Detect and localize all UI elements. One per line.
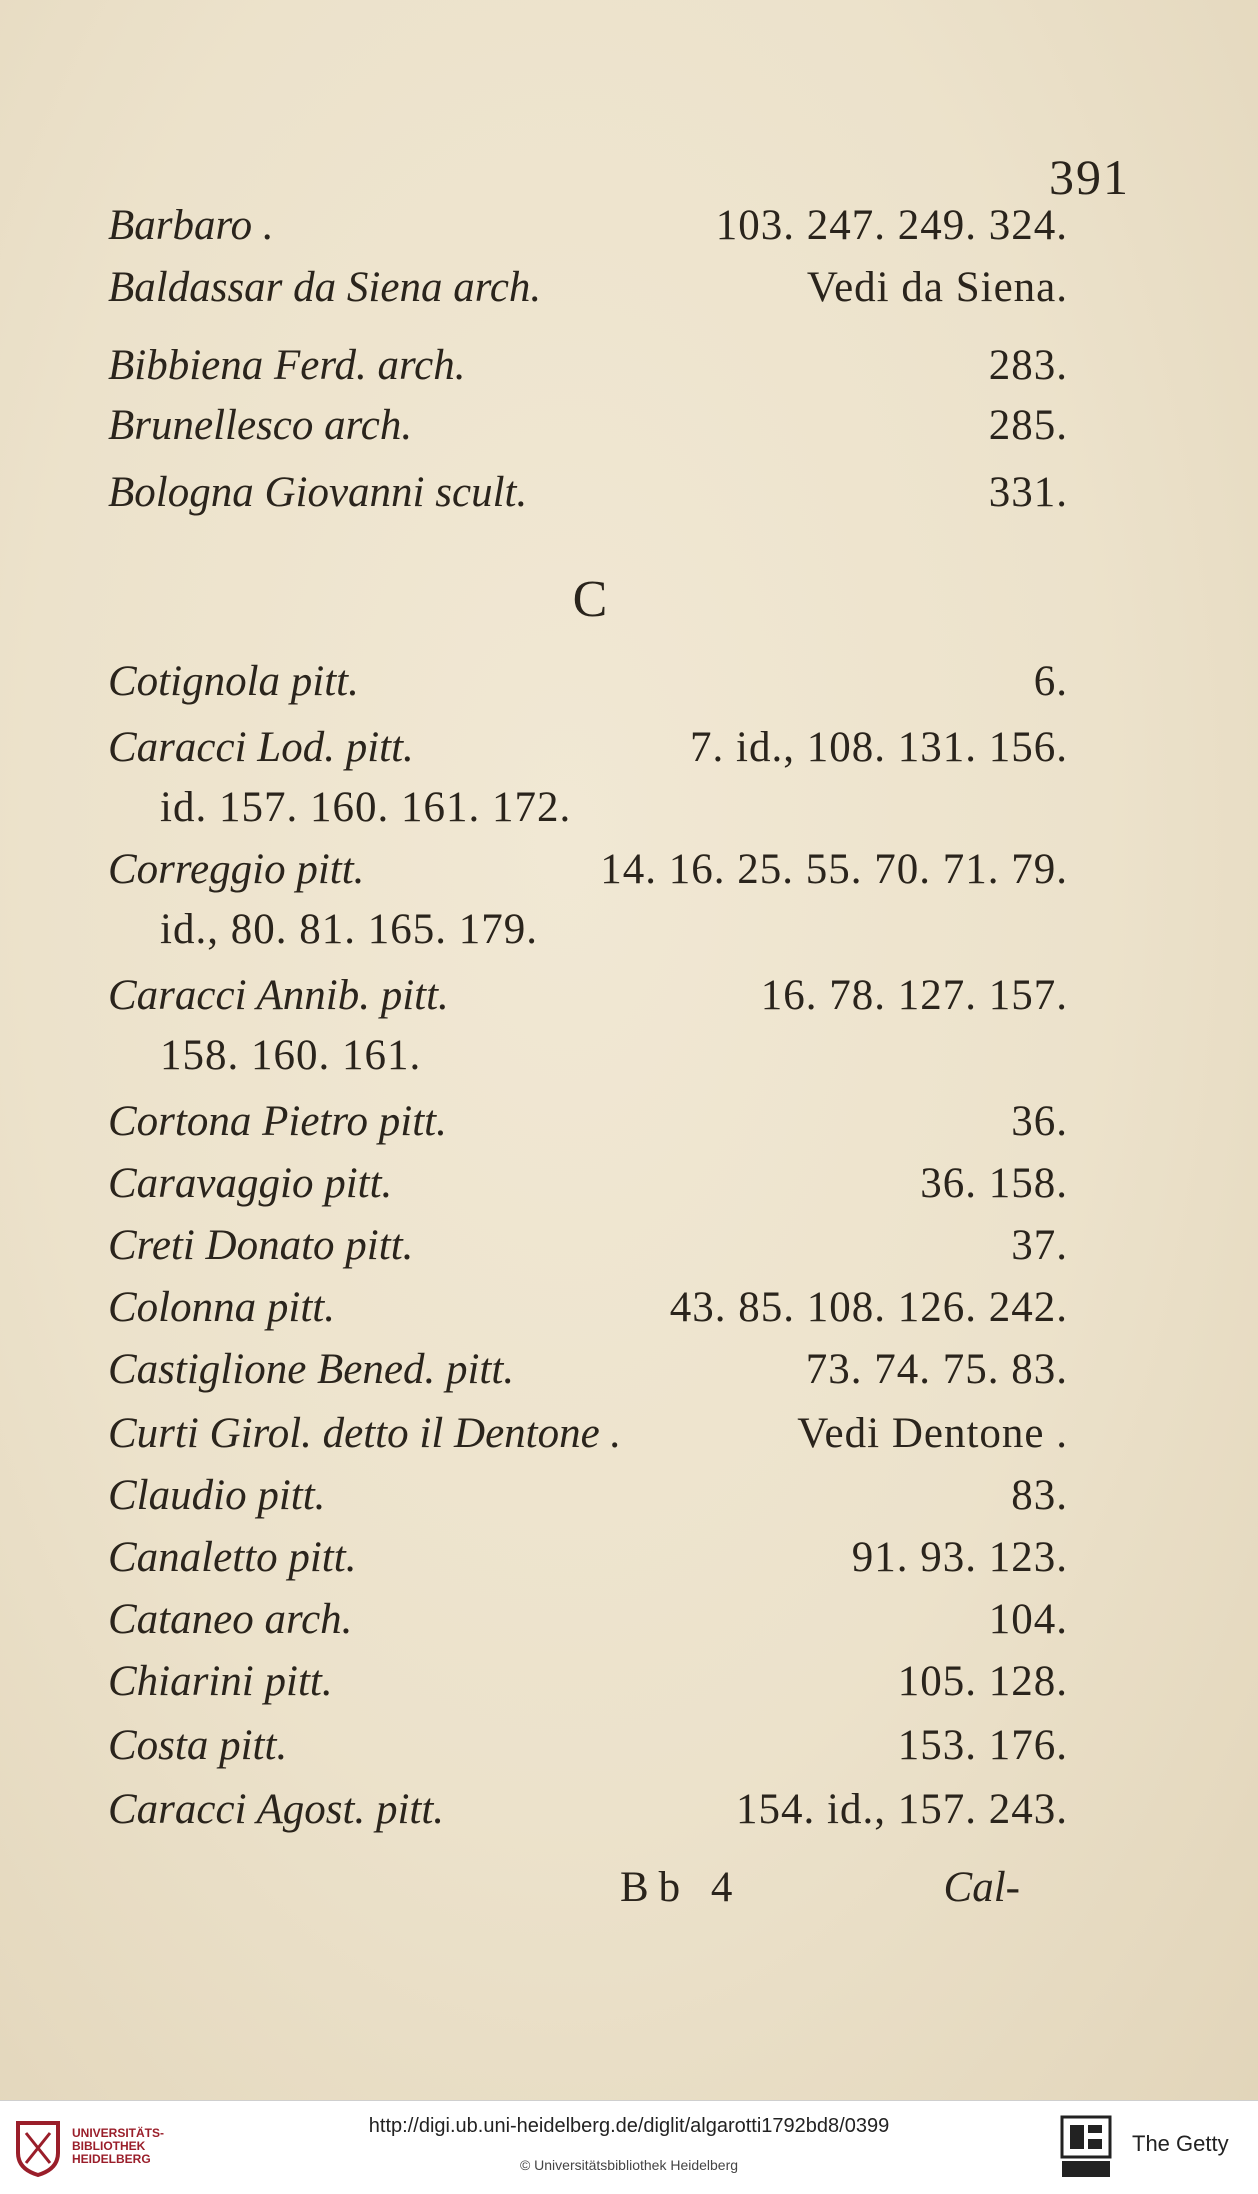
getty-partner-label[interactable]: The Getty (1132, 2131, 1229, 2156)
entry-name: Curti Girol. detto il Dentone . (108, 1410, 622, 1457)
index-entry (108, 1216, 1068, 1276)
index-entry (108, 1154, 1068, 1214)
index-entry (108, 196, 1068, 256)
entry-name: Correggio pitt. (108, 846, 365, 893)
entry-name: Creti Donato pitt. (108, 1222, 414, 1269)
page-foot (620, 1858, 1020, 1918)
index-entry (108, 1716, 1068, 1776)
entry-refs: 14. 16. 25. 55. 70. 71. 79. (600, 846, 1068, 893)
entry-name: Cotignola pitt. (108, 658, 359, 705)
entry-refs: 158. 160. 161. (160, 1032, 422, 1079)
entry-refs: 7. id., 108. 131. 156. (690, 724, 1068, 771)
library-logo-text: UNIVERSITÄTS- BIBLIOTHEK HEIDELBERG (72, 2126, 165, 2166)
digital-object-url[interactable]: http://digi.ub.uni-heidelberg.de/diglit/algarotti1792bd8/0399 (368, 2115, 890, 2137)
entry-name: Caravaggio pitt. (108, 1160, 393, 1207)
signature-mark: Bb 4 (620, 1864, 743, 1911)
entry-name: Cortona Pietro pitt. (108, 1098, 447, 1145)
entry-refs: 91. 93. 123. (851, 1534, 1068, 1581)
entry-name: Colonna pitt. (108, 1284, 335, 1331)
entry-refs: 103. 247. 249. 324. (715, 202, 1068, 249)
entry-refs: 153. 176. (897, 1722, 1068, 1769)
index-entry (108, 840, 1068, 900)
entry-refs: 154. id., 157. 243. (736, 1786, 1068, 1833)
entry-name: Bibbiena Ferd. arch. (108, 342, 466, 389)
entry-refs: 104. (988, 1596, 1068, 1643)
index-entry (108, 1092, 1068, 1152)
entry-name: Canaletto pitt. (108, 1534, 357, 1581)
entry-name: Costa pitt. (108, 1722, 288, 1769)
entry-name: Claudio pitt. (108, 1472, 326, 1519)
index-entry (108, 1466, 1068, 1526)
entry-refs: Vedi Dentone . (797, 1410, 1068, 1457)
index-entry (108, 718, 1068, 778)
index-entry (108, 463, 1068, 523)
entry-refs: 105. 128. (897, 1658, 1068, 1705)
index-entry (108, 1278, 1068, 1338)
index-entry-continuation (160, 1026, 1060, 1086)
index-entry (108, 1780, 1068, 1840)
index-entry (108, 966, 1068, 1026)
entry-name: Caracci Annib. pitt. (108, 972, 449, 1019)
index-entry (108, 652, 1068, 712)
entry-name: Bologna Giovanni scult. (108, 469, 528, 516)
getty-logo-icon (1060, 2115, 1112, 2181)
entry-name: Chiarini pitt. (108, 1658, 333, 1705)
index-entry-continuation (160, 778, 1060, 838)
entry-refs: 6. (1033, 658, 1068, 705)
catchword: Cal- (943, 1864, 1020, 1911)
entry-refs: 43. 85. 108. 126. 242. (669, 1284, 1068, 1331)
viewer-footer (0, 2100, 1258, 2194)
entry-refs: 73. 74. 75. 83. (805, 1346, 1068, 1393)
entry-name: Castiglione Bened. pitt. (108, 1346, 515, 1393)
entry-name: Baldassar da Siena arch. (108, 264, 542, 311)
index-entry (108, 1590, 1068, 1650)
entry-refs: id. 157. 160. 161. 172. (160, 784, 572, 831)
entry-refs: 36. 158. (920, 1160, 1068, 1207)
entry-refs: 16. 78. 127. 157. (760, 972, 1068, 1019)
entry-name: Cataneo arch. (108, 1596, 353, 1643)
entry-refs: 283. (988, 342, 1068, 389)
section-letter: C (572, 571, 608, 628)
entry-refs: id., 80. 81. 165. 179. (160, 906, 538, 953)
entry-refs: 36. (1011, 1098, 1068, 1145)
index-entry-continuation (160, 900, 1060, 960)
entry-refs: 285. (988, 402, 1068, 449)
index-entry (108, 1652, 1068, 1712)
index-entry (108, 1340, 1068, 1400)
entry-refs: 331. (988, 469, 1068, 516)
index-entry (108, 396, 1068, 456)
entry-refs: 37. (1011, 1222, 1068, 1269)
entry-name: Barbaro . (108, 202, 274, 249)
entry-name: Caracci Lod. pitt. (108, 724, 414, 771)
entry-name: Brunellesco arch. (108, 402, 413, 449)
entry-refs: Vedi da Siena. (806, 264, 1068, 311)
copyright-notice: © Universitätsbibliothek Heidelberg (519, 2157, 739, 2173)
page-number: 391 (1049, 149, 1130, 205)
entry-name: Caracci Agost. pitt. (108, 1786, 445, 1833)
index-entry (108, 258, 1068, 318)
index-entry (108, 1528, 1068, 1588)
index-entry (108, 1404, 1068, 1464)
index-entry (108, 336, 1068, 396)
entry-refs: 83. (1011, 1472, 1068, 1519)
